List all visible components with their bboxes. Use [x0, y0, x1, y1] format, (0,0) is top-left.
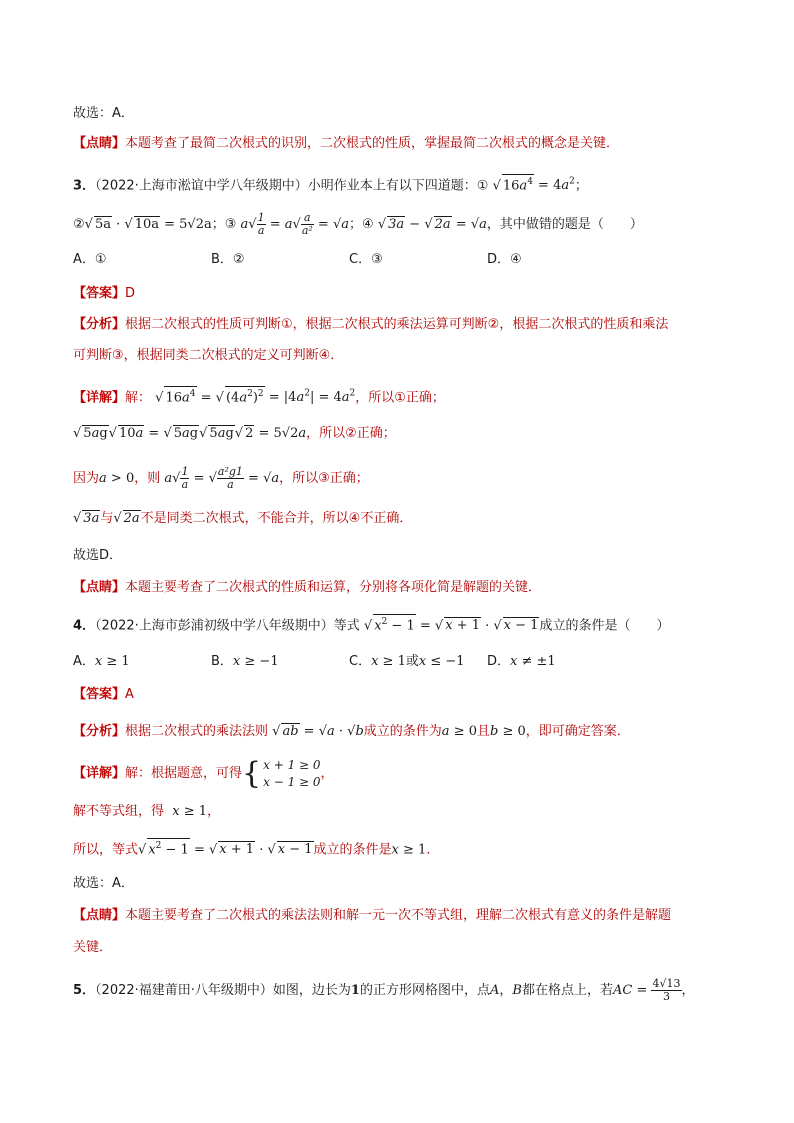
q4-option-b[interactable]: B．x ≥ −1 [211, 654, 279, 669]
q3-stem-2: ②√ 5a · √ 10a = 5√2a；③ a√ $\frac{1}{a}$ = a√ $\frac{a}{\text{a²}}$ = √a；④ √ 3a − √ 2a = √a，其中做错的题是（ ） [73, 211, 643, 237]
q3-detail-3: 因为a > 0，则 a√ $\frac{1}{a}$ = √ $\frac{\text{a²g1}}{a}$ = √a，所以③正确； [73, 465, 369, 491]
q4-solve: 解不等式组，得 x ≥ 1， [73, 804, 221, 819]
q3-detail-4: √ 3a与√ 2a不是同类二次根式，不能合并，所以④不正确． [73, 511, 413, 526]
q4-answer: 【答案】A [73, 687, 134, 702]
q4-stem: 4．（2022·上海市彭浦初级中学八年级期中）等式 √ $x^2 - 1$ = √ x + 1 · √ x − 1成立的条件是（ ） [73, 614, 734, 636]
q3-option-b[interactable]: B．② [211, 252, 245, 267]
q4-detail: 【详解】解：根据题意，可得{ x + 1 ≥ 0 x − 1 ≥ 0 ， [73, 755, 334, 791]
q3-detail-2: √ 5ag√ 10a = √ 5ag√ 5ag√ 2 = 5√2a，所以②正确； [73, 426, 396, 441]
q4-comment-1: 【点睛】本题主要考查了二次根式的乘法法则和解一元一次不等式组，理解二次根式有意义的条件是解题 [73, 908, 672, 923]
q3-option-d[interactable]: D．④ [487, 252, 522, 267]
q3-option-c[interactable]: C．③ [349, 252, 383, 267]
q4-analysis: 【分析】根据二次根式的乘法法则 √ ab = √a · √b成立的条件为a ≥ 0且b ≥ 0，即可确定答案． [73, 724, 630, 739]
q3-stem: 3．（2022·上海市淞谊中学八年级期中）小明作业本上有以下四道题：① √ $16a^4 = 4a^2$； [73, 172, 734, 196]
q2-comment: 【点睛】本题考查了最简二次根式的识别，二次根式的性质，掌握最简二次根式的概念是关键． [73, 136, 620, 151]
q4-options [73, 652, 734, 672]
q3-comment: 【点睛】本题主要考查了二次根式的性质和运算，分别将各项化简是解题的关键． [73, 580, 542, 595]
q5-stem: 5．（2022·福建莆田·八年级期中）如图，边长为1的正方形网格图中，点A，B都在格点上，若AC = $\frac{4√13}{3}$ ， [73, 977, 695, 1003]
q3-analysis-1: 【分析】根据二次根式的性质可判断①，根据二次根式的乘法运算可判断②，根据二次根式的性质和乘法 [73, 317, 669, 332]
q4-choice: 故选：A． [73, 876, 134, 891]
q3-options [73, 250, 734, 270]
q3-analysis-2: 可判断③，根据同类二次根式的定义可判断④． [73, 348, 344, 363]
q4-option-a[interactable]: A．x ≥ 1 [73, 654, 130, 669]
q4-so: 所以，等式√ $x^2 - 1$ = √ x + 1 · √ x − 1成立的条件是x ≥ 1． [73, 838, 734, 860]
q3-choice: 故选D． [73, 548, 123, 563]
q4-comment-2: 关键． [73, 940, 113, 955]
q2-choice: 故选：A． [73, 106, 134, 121]
q3-answer: 【答案】D [73, 286, 136, 301]
q4-option-c[interactable]: C．x ≥ 1或x ≤ −1 [349, 654, 465, 669]
q3-option-a[interactable]: A．① [73, 252, 107, 267]
q3-detail-1: 【详解】解： √ $16a^4$ = √ $(4a^2)^2 = |4a^2| = 4a^2$，所以①正确； [73, 384, 734, 408]
q4-option-d[interactable]: D．x ≠ ±1 [487, 654, 556, 669]
